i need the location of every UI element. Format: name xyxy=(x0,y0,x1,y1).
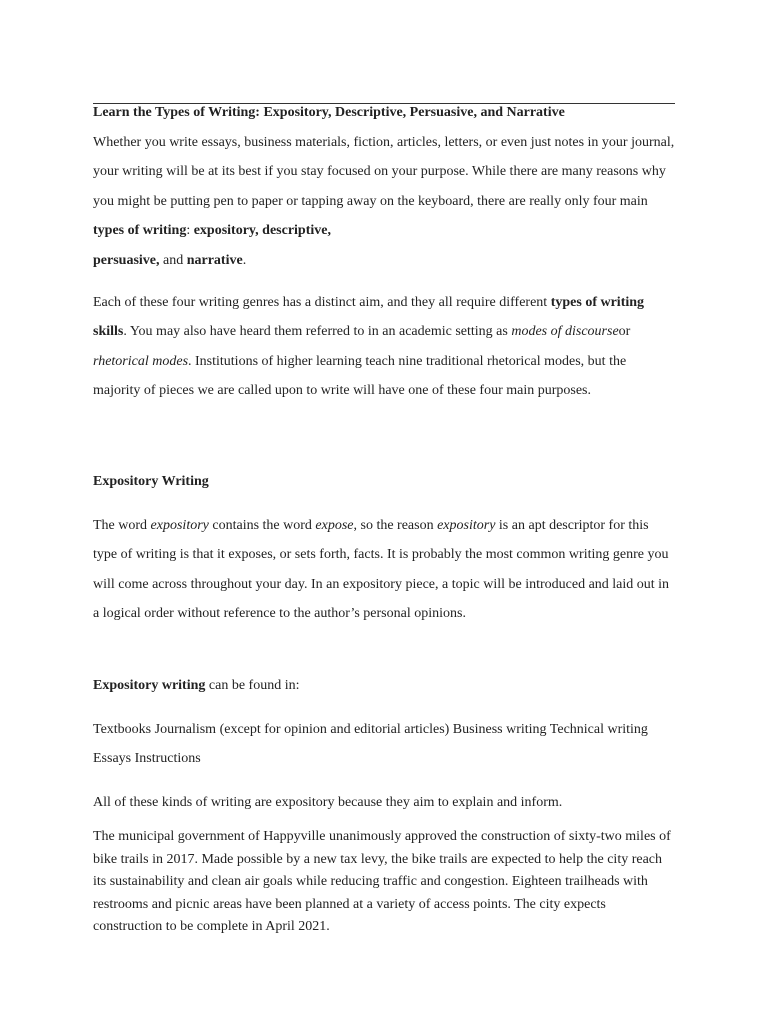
examples-list: Textbooks Journalism (except for opinion and editorial articles) Business writing Technical writing Essays Instructions xyxy=(93,722,648,767)
genres-paragraph: Each of these four writing genres has a distinct aim, and they all require different types of writing skills. You may also have heard them referred to in an academic setting as modes of discourseor rhetorical modes. Institutions of higher learning teach nine traditional rhetorical modes, but the majority of pieces we are called upon to write will have one of these four main purposes. xyxy=(93,295,645,399)
intro-paragraph: Whether you write essays, business materials, fiction, articles, letters, or even just notes in your journal, your writing will be at its best if you stay focused on your purpose. While there are many reasons why you might be putting pen to paper or tapping away on the keyboard, there are really only four main types of writing: expository, descriptive, persuasive, and narrative. xyxy=(93,135,675,268)
writing-skills-term: types of writing skills xyxy=(93,295,645,340)
found-in-line: Expository writing can be found in: xyxy=(93,678,300,693)
aim-statement: All of these kinds of writing are expository because they aim to explain and inform. xyxy=(93,795,563,810)
example-paragraph: The municipal government of Happyville unanimously approved the construction of sixty-two miles of bike trails in 2017. Made possible by a new tax levy, the bike trails are expected to help the city reach its sustainability and clean air goals while reducing traffic and congestion. Eighteen trailheads with restrooms and picnic areas have been planned at a variety of access points. The city expects construction to be complete in April 2021. xyxy=(93,829,671,934)
types-of-writing-term: types of writing xyxy=(93,223,187,239)
expository-definition: The word expository contains the word expose, so the reason expository is an apt descriptor for this type of writing is that it exposes, or sets forth, facts. It is probably the most common writing genre you will come across throughout your day. In an expository piece, a topic will be introduced and laid out in a logical order without reference to the author’s personal opinions. xyxy=(93,518,670,622)
expository-heading: Expository Writing xyxy=(93,474,209,489)
document-title: Learn the Types of Writing: Expository, Descriptive, Persuasive, and Narrative xyxy=(93,105,565,120)
